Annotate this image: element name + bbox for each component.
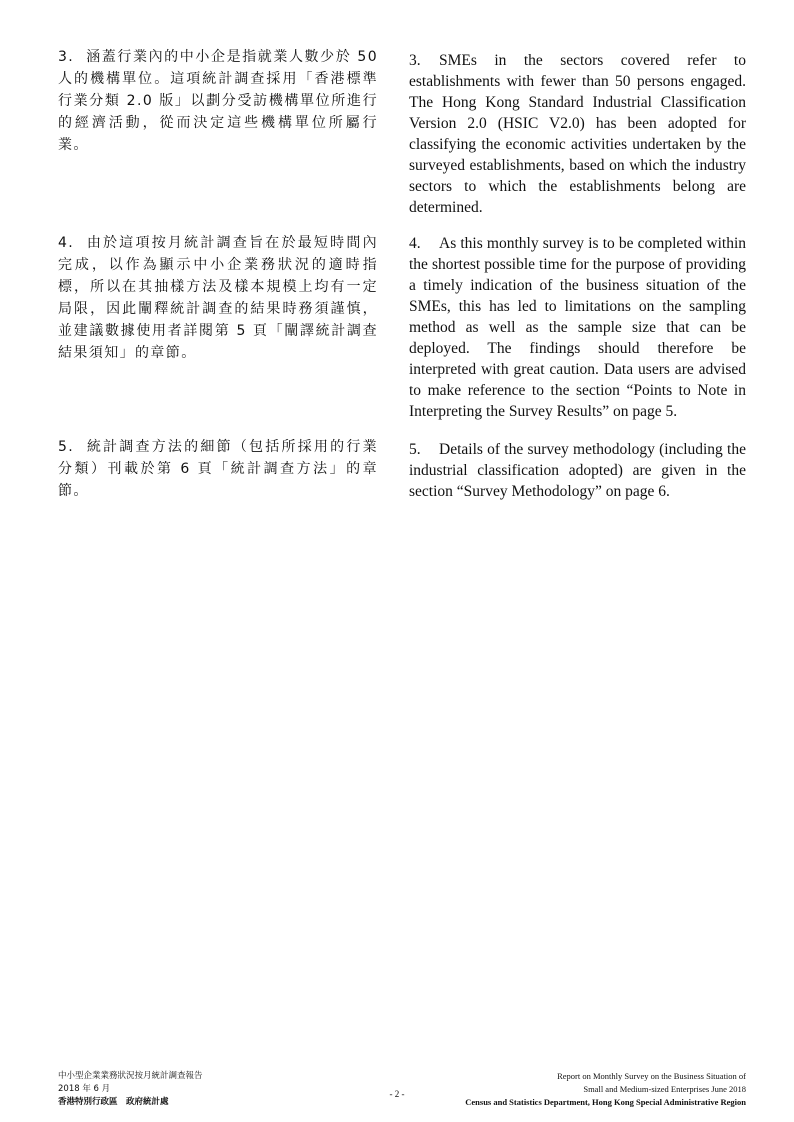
paragraph-text: 涵蓋行業內的中小企是指就業人數少於 50 人的機構單位。這項統計調查採用「香港標準行業分類 2.0 版」以劃分受訪機構單位所進行的經濟活動，從而決定這些機構單位所屬行業。 <box>58 49 378 153</box>
paragraph-text: As this monthly survey is to be completed within the shortest possible time for the purpose of providing a timely indication of the business situation of the SMEs, this has led to limitations on the sampling method as well as the sample size that can be deployed. The findings should therefore be interpreted with great caution. Data users are advised to make reference to the section “Points to Note in Interpreting the Survey Results” on page 5. <box>409 235 746 420</box>
paragraph-number: 5. <box>409 441 421 458</box>
page-number: - 2 - <box>389 1089 405 1099</box>
footer-report-subtitle-english: Small and Medium-sized Enterprises June 2018 <box>583 1084 746 1094</box>
paragraph-number: 3. <box>409 52 421 69</box>
paragraph-text: Details of the survey methodology (including the industrial classification adopted) are given in the section “Survey Methodology” on page 6. <box>409 441 746 500</box>
footer-right <box>465 1070 746 1109</box>
footer-department-english: Census and Statistics Department, Hong Kong Special Administrative Region <box>465 1097 746 1107</box>
paragraph-number: 4. <box>409 235 421 252</box>
footer-report-title-chinese: 中小型企業業務狀況按月統計調查報告 <box>58 1071 203 1081</box>
paragraph-4-english <box>409 233 746 422</box>
paragraph-4-chinese <box>58 232 378 364</box>
paragraph-3-english <box>409 50 746 218</box>
paragraph-text: 統計調查方法的細節（包括所採用的行業分類）刊載於第 6 頁「統計調查方法」的章節。 <box>58 439 378 499</box>
paragraph-3-chinese <box>58 46 378 156</box>
paragraph-number: 4. <box>58 235 75 251</box>
footer-date-chinese: 2018 年 6 月 <box>58 1084 111 1094</box>
paragraph-number: 5. <box>58 439 75 455</box>
paragraph-5-chinese <box>58 436 378 502</box>
footer-left <box>58 1070 203 1109</box>
paragraph-text: SMEs in the sectors covered refer to establishments with fewer than 50 persons engaged. The Hong Kong Standard Industrial Classification Version 2.0 (HSIC V2.0) has been adopted for classifying the economic activities undertaken by the surveyed establishments, based on which the industry sectors to which the establishments belong are determined. <box>409 52 746 216</box>
paragraph-5-english <box>409 439 746 502</box>
footer-report-title-english: Report on Monthly Survey on the Business Situation of <box>557 1071 746 1081</box>
paragraph-text: 由於這項按月統計調查旨在於最短時間內完成，以作為顯示中小企業務狀況的適時指標，所以在其抽樣方法及樣本規模上均有一定局限，因此闡釋統計調查的結果時務須謹慎，並建議數據使用者詳閱第 5 頁「闡譯統計調查結果須知」的章節。 <box>58 235 378 361</box>
footer-department-chinese: 香港特別行政區 政府統計處 <box>58 1097 169 1107</box>
paragraph-number: 3. <box>58 49 75 65</box>
